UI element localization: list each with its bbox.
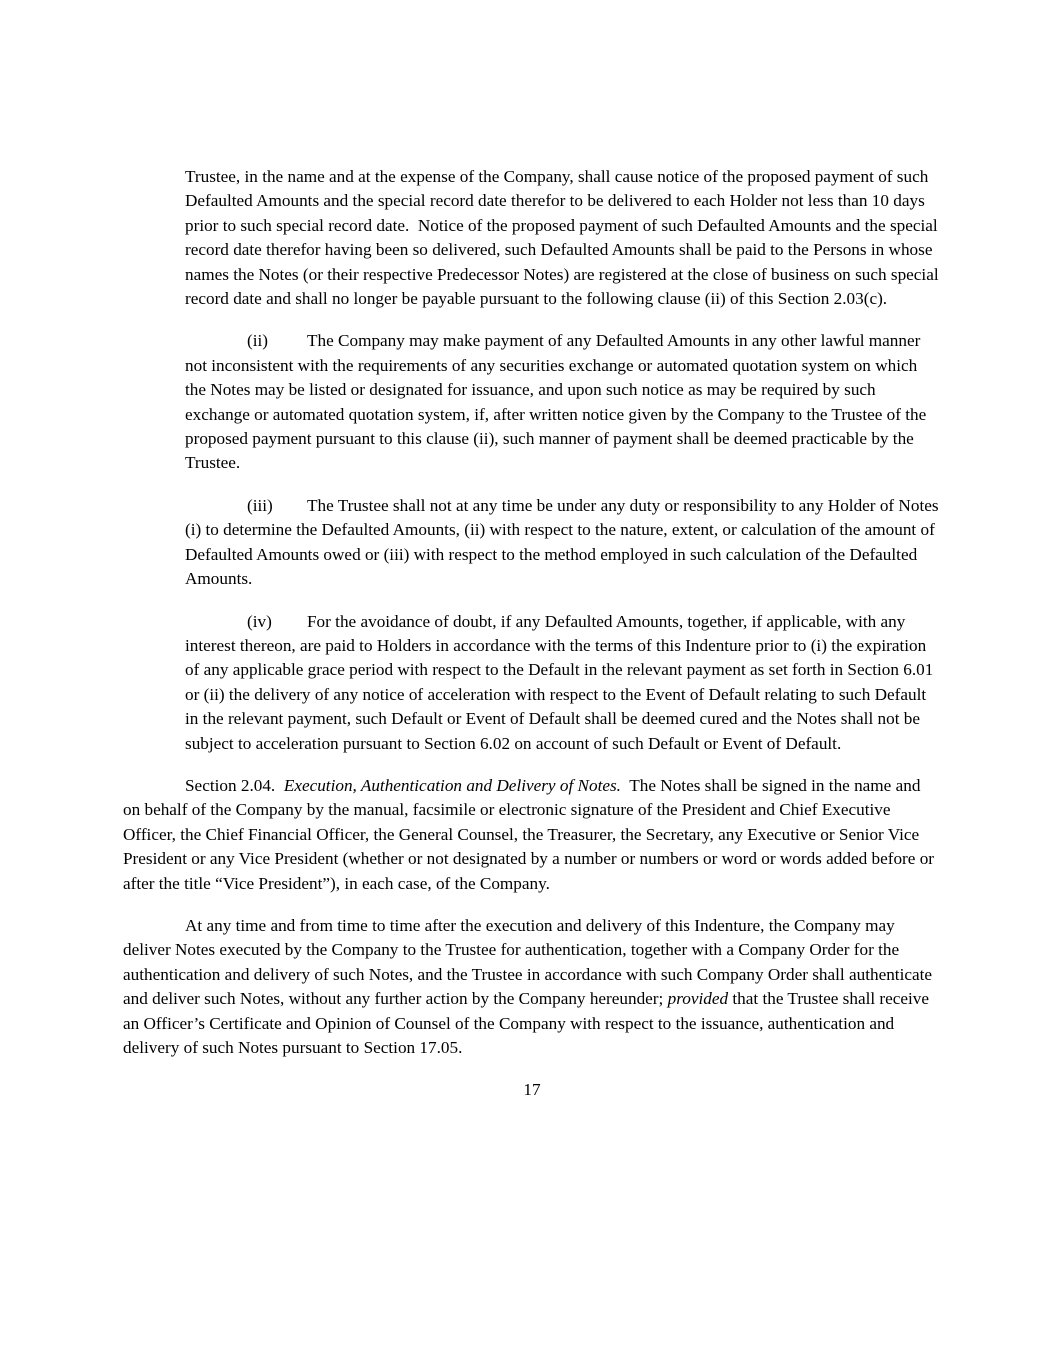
section-2-04-lead: Section 2.04. [185, 775, 284, 795]
paragraph-clause-iii [185, 494, 941, 592]
authentication-delivery-post: that the Trustee shall receive an Officer’s Certificate and Opinion of Counsel of the Company with respect to the issuance, authentication and delivery of such Notes pursuant to Section 17.05. [123, 989, 934, 1057]
paragraph-clause-ii [185, 329, 941, 475]
clause-iv-text: For the avoidance of doubt, if any Defaulted Amounts, together, if applicable, with any interest thereon, are paid to Holders in accordance with the terms of this Indenture prior to (i) the expiration of any applicable grace period with respect to the Default in the relevant payment as set forth in Section 6.01 or (ii) the delivery of any notice of acceleration with respect to the Event of Default relating to such Default in the relevant payment, such Default or Event of Default shall be deemed cured and the Notes shall not be subject to acceleration pursuant to Section 6.02 on account of such Default or Event of Default. [185, 611, 938, 753]
clause-iii-marker: (iii) [247, 495, 273, 515]
paragraph-clause-iv [185, 610, 941, 756]
paragraph-trustee-notice-text: Trustee, in the name and at the expense of the Company, shall cause notice of the proposed payment of such Defaulted Amounts and the special record date therefor to be delivered to each Holder not less than 10 days prior to such special record date. Notice of the proposed payment of such Defaulted Amounts and the special record date therefor having been so delivered, such Defaulted Amounts shall be paid to the Persons in whose names the Notes (or their respective Predecessor Notes) are registered at the close of business on such special record date and shall no longer be payable pursuant to the following clause (ii) of this Section 2.03(c). [185, 167, 943, 309]
clause-iv-marker: (iv) [247, 611, 272, 631]
clause-ii-marker: (ii) [247, 331, 268, 351]
paragraph-authentication-delivery [123, 914, 941, 1060]
authentication-delivery-pre: At any time and from time to time after the execution and delivery of this Indenture, the Company may deliver Notes executed by the Company to the Trustee for authentication, together with a Company Order for the authentication and delivery of such Notes, and the Trustee in accordance with such Company Order shall authenticate and deliver such Notes, without any further action by the Company hereunder; [123, 915, 937, 1009]
paragraph-section-2-04 [123, 774, 941, 896]
section-2-04-title: Execution, Authentication and Delivery of Notes. [283, 775, 621, 795]
page-number: 17 [523, 1080, 541, 1100]
section-2-04-body: The Notes shall be signed in the name and on behalf of the Company by the manual, facsimile or electronic signature of the President and Chief Executive Officer, the Chief Financial Officer, the General Counsel, the Treasurer, the Secretary, any Executive or Senior Vice President or any Vice President (whether or not designated by a number or numbers or word or words added before or after the title “Vice President”), in each case, of the Company. [123, 775, 939, 893]
clause-ii-text: The Company may make payment of any Defaulted Amounts in any other lawful manner not inconsistent with the requirements of any securities exchange or automated quotation system on which the Notes may be listed or designated for issuance, and upon such notice as may be required by such exchange or automated quotation system, if, after written notice given by the Company to the Trustee of the proposed payment pursuant to this clause (ii), such manner of payment shall be deemed practicable by the Trustee. [185, 331, 931, 473]
document-body [123, 165, 941, 1103]
authentication-delivery-provided: provided [667, 989, 729, 1009]
clause-iii-text: The Trustee shall not at any time be under any duty or responsibility to any Holder of Notes (i) to determine the Defaulted Amounts, (ii) with respect to the nature, extent, or calculation of the amount of Defaulted Amounts owed or (iii) with respect to the method employed in such calculation of the Defaulted Amounts. [185, 495, 943, 589]
paragraph-trustee-notice [185, 165, 941, 311]
